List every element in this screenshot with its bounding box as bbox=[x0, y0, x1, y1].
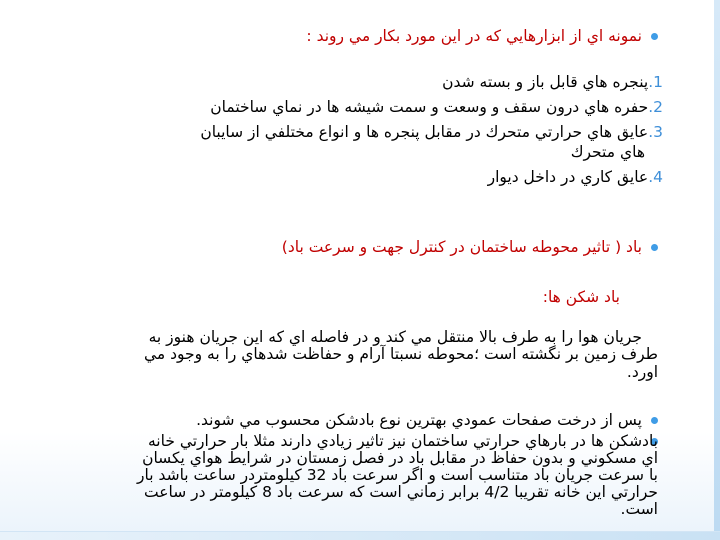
bullet-icon bbox=[648, 32, 658, 42]
paragraph-line-1: جريان هوا را به طرف بالا منتقل مي كند و در فاصله اي كه اين جريان هنوز به bbox=[148, 328, 642, 346]
list-item-1-number: 1. bbox=[648, 73, 663, 91]
bullet-item-2-line-3: با سرعت جريان باد متناسب است و اگر سرعت باد 32 كيلومتردر ساعت باشد بار bbox=[137, 466, 658, 484]
list-item-4-text: عايق كاري در داخل ديوار bbox=[487, 168, 649, 186]
slide-bottom-accent-bar bbox=[0, 532, 720, 540]
section2-heading-row bbox=[282, 238, 658, 256]
list-item-3-text: عايق هاي حرارتي متحرك در مقابل پنجره ها و انواع مختلفي از سايبان bbox=[200, 123, 649, 141]
bullet-item-2-line-4: حرارتي اين خانه تقريبا 4/2 برابر زماني است كه سرعت باد 8 كيلومتر در ساعت bbox=[144, 483, 658, 501]
list-item-2-text: حفره هاي درون سقف و وسعت و سمت شيشه ها در نماي ساختمان bbox=[210, 98, 649, 116]
bullet-item-2-line-2: اي مسكوني و بدون حفاظ در مقابل باد در فصل زمستان در شرايط هواي يكسان bbox=[142, 449, 658, 467]
list-item-3-continuation bbox=[571, 143, 645, 161]
bullet-item-2-line-1: بادشكن ها در بارهاي حرارتي ساختمان نيز تاثير زيادي دارند مثلا بار حرارتي خانه bbox=[147, 432, 658, 450]
bullet-item-2-line-5: است. bbox=[620, 500, 658, 518]
paragraph-line-3: اورد. bbox=[626, 363, 658, 381]
list-item-2-number: 2. bbox=[648, 98, 663, 116]
bullet-icon bbox=[648, 416, 658, 426]
windbreak-paragraph bbox=[38, 328, 658, 381]
bullet-item-1 bbox=[196, 411, 658, 429]
list-item-4-number: 4. bbox=[648, 168, 663, 186]
list-item-3-number: 3. bbox=[648, 123, 663, 141]
bullet-item-1-text: پس از درخت صفحات عمودي بهترين نوع بادشكن محسوب مي شوند. bbox=[196, 411, 642, 429]
paragraph-line-2: طرف زمين بر نگشته است ؛محوطه نسبتا آرام و حفاظت شدهاي را به وجود مي bbox=[143, 345, 658, 363]
section1-heading: نمونه اي از ابزارهايي كه در اين مورد بكار مي روند : bbox=[306, 27, 642, 45]
list-item-1 bbox=[442, 73, 663, 91]
list-item-1-text: پنجره هاي قابل باز و بسته شدن bbox=[442, 73, 649, 91]
section2-heading: باد ( تاثير محوطه ساختمان در كنترل جهت و سرعت باد) bbox=[281, 238, 642, 256]
list-item-3 bbox=[200, 123, 663, 141]
bullet-icon bbox=[648, 243, 658, 253]
section2-subheading: باد شكن ها: bbox=[542, 288, 620, 306]
list-item-2 bbox=[210, 98, 663, 116]
slide-right-accent-bar bbox=[714, 0, 720, 540]
section1-heading-row bbox=[306, 27, 658, 45]
list-item-4 bbox=[488, 168, 663, 186]
list-item-3-text-line2: هاي متحرك bbox=[570, 143, 645, 161]
bullet-item-2-text bbox=[18, 432, 658, 518]
